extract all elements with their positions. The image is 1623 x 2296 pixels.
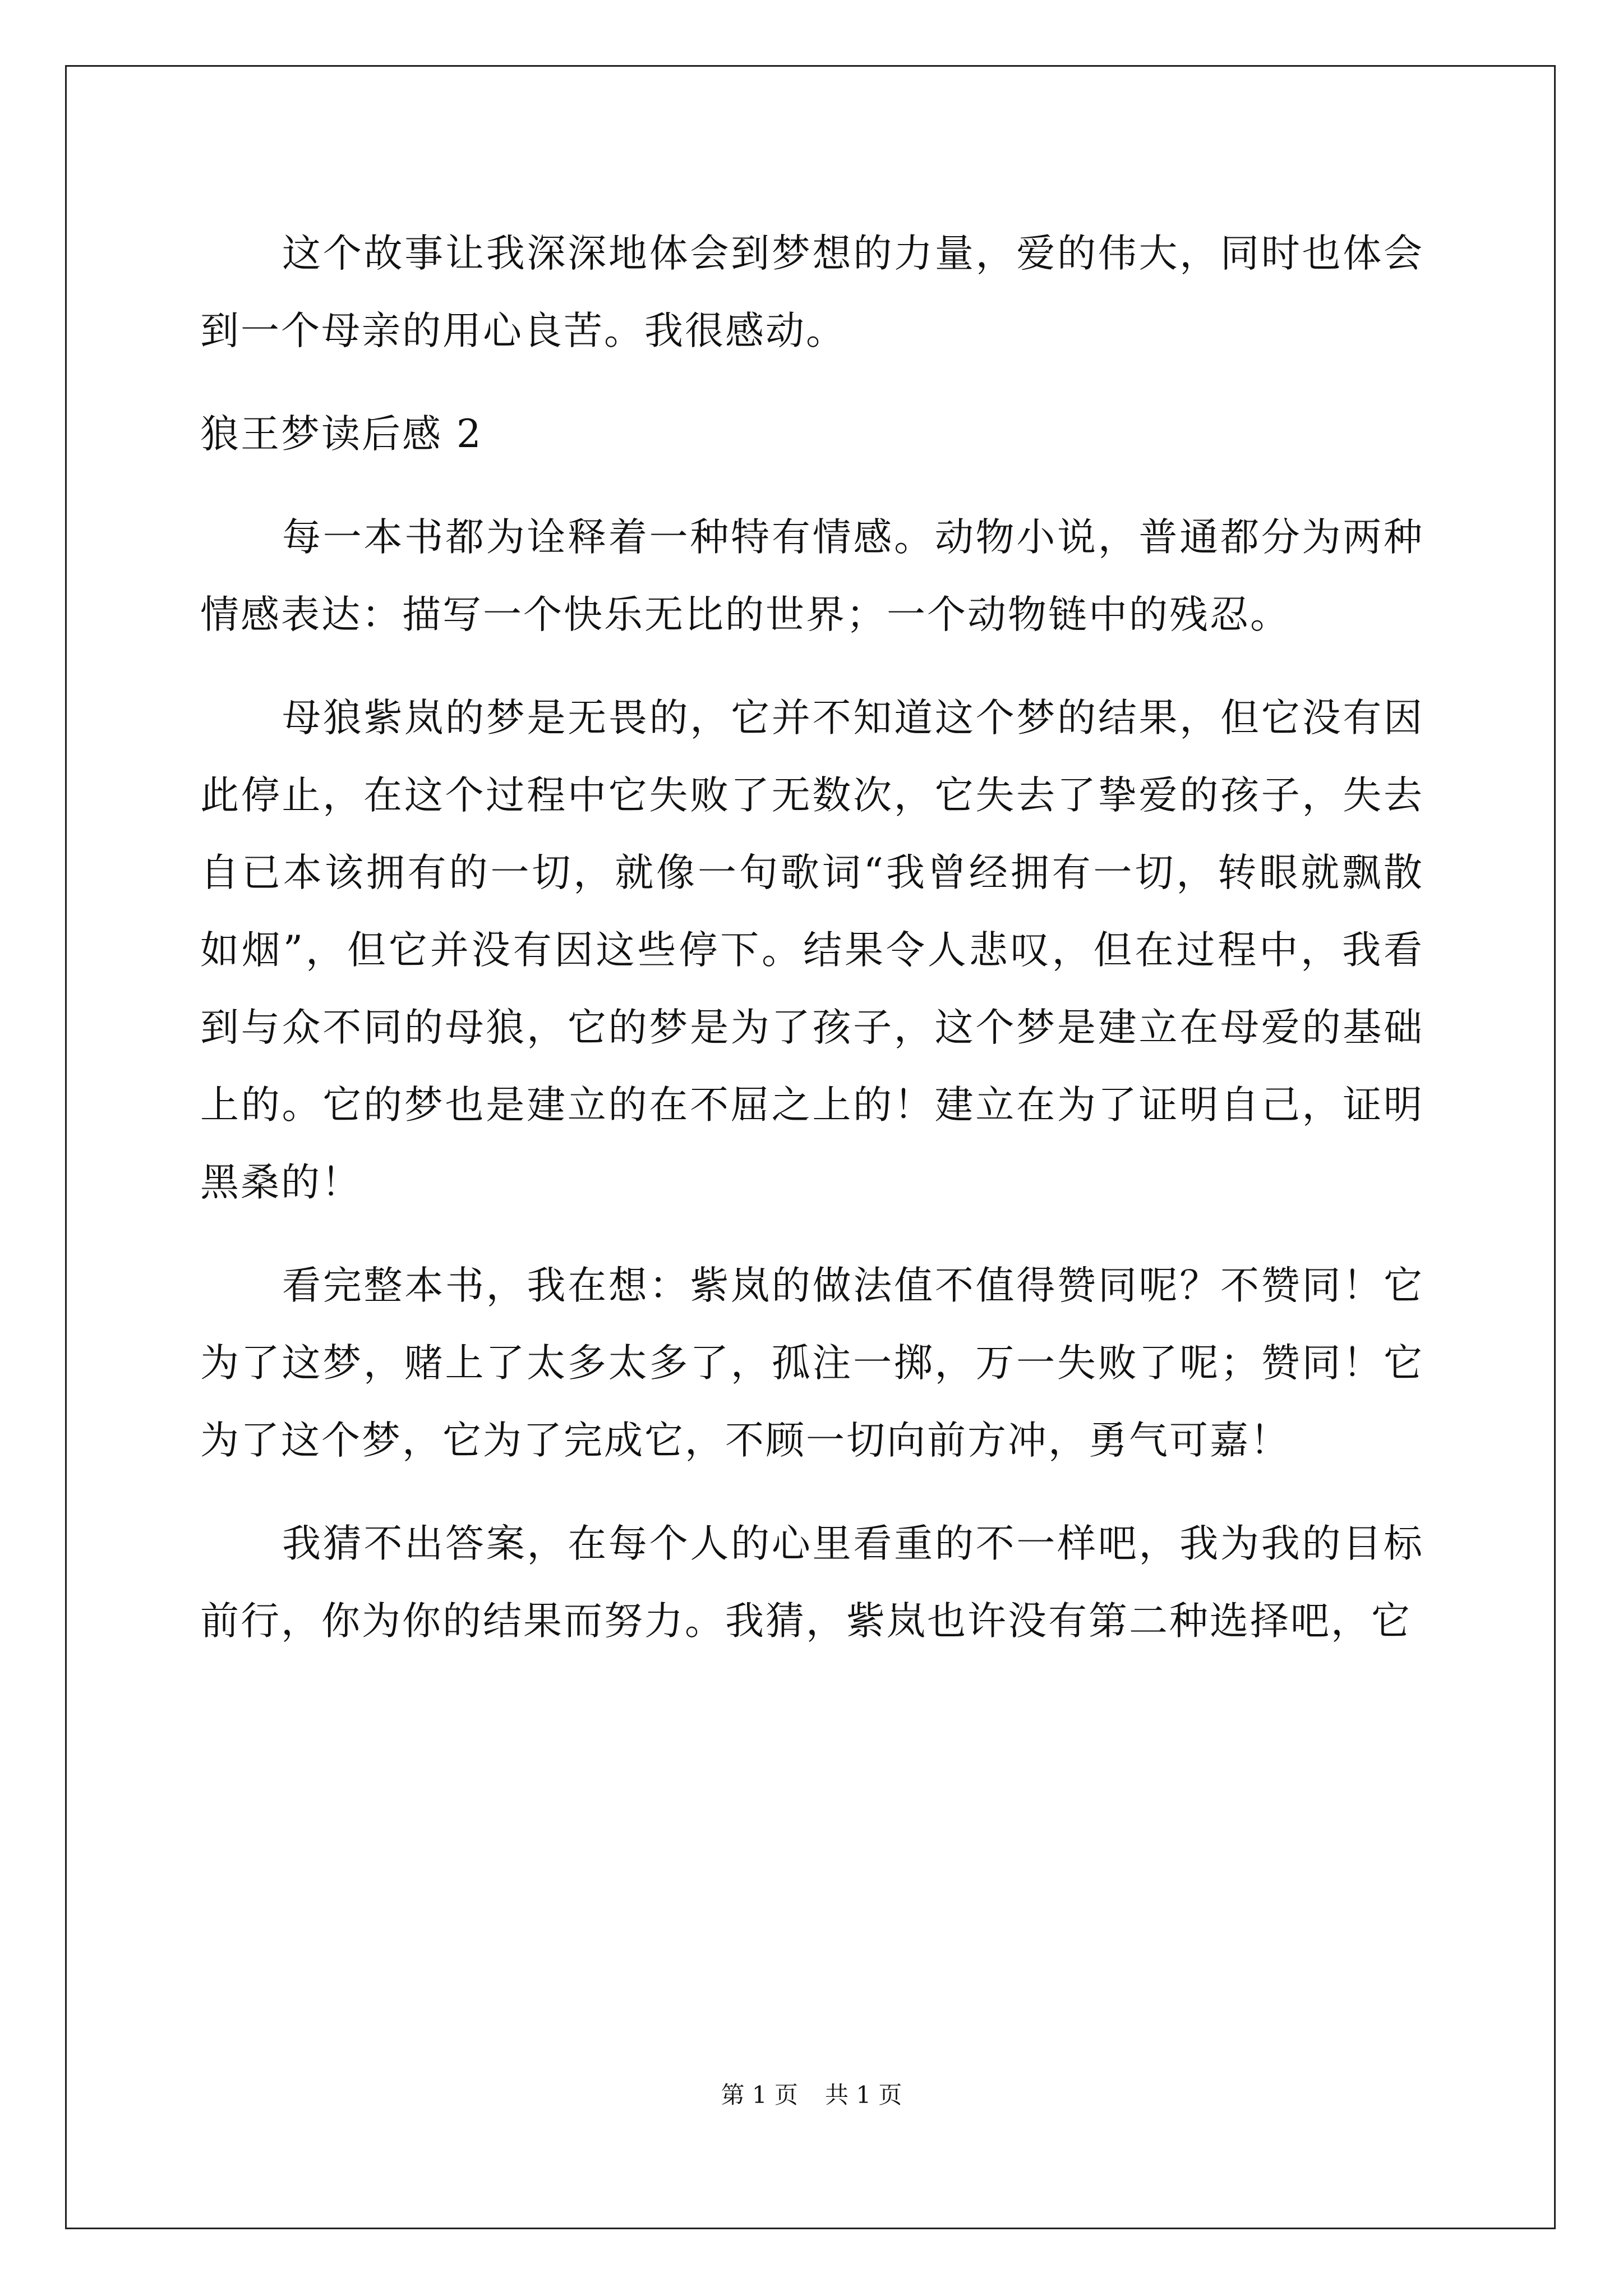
page-total: 共 1 页 [825, 2081, 902, 2109]
section-heading: 狼王梦读后感 2 [200, 412, 483, 457]
paragraph-zilan-dream: 母狼紫岚的梦是无畏的，它并不知道这个梦的结果，但它没有因此停止，在这个过程中它失败了无数次，它失去了挚爱的孩子，失去自已本该拥有的一切，就像一句歌词“我曾经拥有一切，转眼就飘散如烟”，但它并没有因这些停下。结果令人悲叹，但在过程中，我看到与众不同的母狼，它的梦是为了孩子，这个梦是建立在母爱的基础上的。它的梦也是建立的在不屈之上的！建立在为了证明自己，证明黑桑的！ [200, 696, 1424, 1205]
paragraph-conclusion: 这个故事让我深深地体会到梦想的力量，爱的伟大，同时也体会到一个母亲的用心良苦。我很感动。 [200, 231, 1424, 353]
paragraph-answer: 我猜不出答案，在每个人的心里看重的不一样吧，我为我的目标前行，你为你的结果而努力。我猜，紫岚也许没有第二种选择吧，它 [200, 1521, 1424, 1644]
page-number: 第 1 页 [721, 2081, 798, 2109]
paragraph-reflection: 看完整本书，我在想：紫岚的做法值不值得赞同呢？不赞同！它为了这梦，赌上了太多太多了，孤注一掷，万一失败了呢；赞同！它为了这个梦，它为了完成它，不顾一切向前方冲，勇气可嘉！ [200, 1263, 1424, 1463]
paragraph-intro: 每一本书都为诠释着一种特有情感。动物小说，普通都分为两种情感表达：描写一个快乐无比的世界；一个动物链中的残忍。 [200, 515, 1424, 637]
page-footer [0, 2078, 1623, 2112]
document-body [200, 215, 1424, 1660]
